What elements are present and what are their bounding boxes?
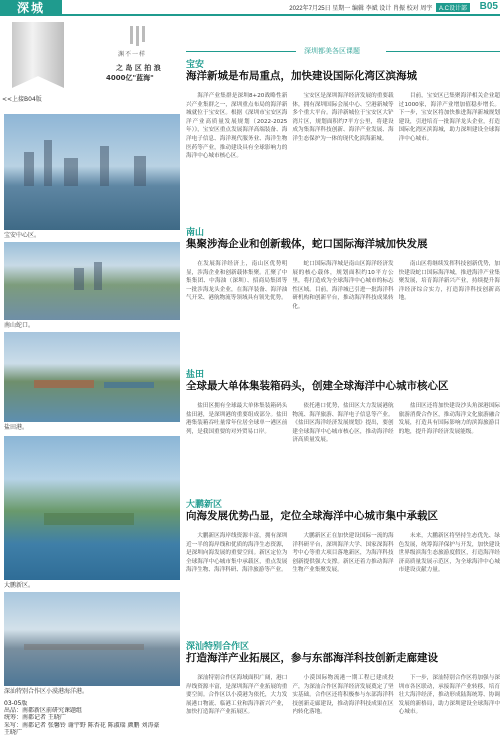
section-body	[186, 674, 500, 750]
section-body	[186, 260, 500, 366]
photo-caption: 深汕特别合作区小漠港海洋港。	[4, 688, 89, 695]
subhead	[186, 46, 500, 56]
subhead-rule-right	[386, 51, 500, 52]
ribbon-logo	[12, 22, 64, 88]
section-region: 盐田	[186, 370, 205, 380]
credits-line: 出品：南都新区前研究课题组	[4, 707, 83, 715]
photo-caption: 大鹏新区。	[4, 582, 35, 589]
section-title: 向海发展优势凸显，定位全球海洋中心城市集中承载区	[186, 510, 438, 522]
body-column: 宝安区是深圳海洋经济发展的重要载体，拥有深圳国际会展中心、空港新城等多个重大平台。海洋新城位于宝安区大铲湾片区，规划面积约7平方公里，将建设成为集海洋科技创新、海洋产业发展、海洋生态保护为一体的现代化滨海新城。	[292, 93, 394, 142]
body-column: 盐田区还将加快建设沙头角深港国际旅游消费合作区，推动海洋文化旅游融合发展，打造具有国际影响力的滨海旅游目的地，提升海洋经济发展能级。	[398, 403, 500, 435]
masthead-slogan: 渊不一样	[118, 51, 147, 58]
section-region: 大鹏新区	[186, 500, 223, 510]
body-column: 下一步，深汕特别合作区将加强与深圳市各区联动，承接海洋产业转移，培育壮大海洋经济，推动形成陆海统筹、协调发展的新格局，助力深圳建设全球海洋中心城市。	[398, 675, 500, 716]
credits-block	[4, 700, 184, 736]
body-column: 南山区将继续发挥科技创新优势，加快建设蛇口国际海洋城，推进海洋产业集聚发展，培育海洋新兴产业，持续提升海洋经济综合实力，打造海洋科技创新高地。	[398, 261, 500, 302]
section-body	[186, 92, 500, 236]
body-column: 大鹏新区正在加快建设国际一流的海洋科研平台，深圳海洋大学、国家深海科考中心等重大项目落地新区，为海洋科技创新提供强大支撑。新区还着力推动海洋生物产业集聚发展。	[292, 533, 394, 574]
section-title: 全球最大单体集装箱码头，创建全球海洋中心城市核心区	[186, 380, 449, 392]
subhead-rule-left	[186, 51, 296, 52]
body-column: 蛇口国际海洋城是南山区海洋经济发展的核心载体，规划面积约10平方公里，将打造成为全球海洋中心城市的标志性区域。目前，海洋城已引进一批海洋科研机构和创新平台，推动海洋科技成果转化。	[292, 261, 394, 310]
masthead-line-2: 4000亿"蓝海"	[106, 74, 154, 82]
section-nanshan	[186, 228, 500, 310]
body-column: 在发展海洋经济上，南山区优势明显，涉海企业和创新载体集聚。汇聚了中集集团、中海油（深圳）、招商局集团等一批涉海龙头企业，在海洋装备、海洋油气开采、港航物流等领域具有领先优势。	[186, 261, 288, 302]
section-region: 宝安	[186, 60, 205, 70]
body-column: 小漠国际物流港一期工程已建成投产，为深汕合作区海洋经济发展奠定了坚实基础。合作区还将积极参与东部海洋科技创新走廊建设，推动海洋科技成果在区内转化落地。	[292, 675, 394, 716]
credits-line: 王晓广	[4, 728, 23, 736]
section-baoan	[186, 60, 500, 160]
subhead-text: 深圳都美各区课题	[304, 47, 360, 55]
photo-caption: 盐田港。	[4, 424, 29, 431]
issue-info-text: 2022年7月25日 星期一 编辑 李斌 设计 肖振 校对 周宇	[289, 6, 433, 12]
stripes-logo	[128, 26, 150, 46]
credits-source: 03-05版	[4, 700, 28, 707]
masthead	[0, 16, 185, 103]
photo-dapeng	[4, 436, 180, 589]
continued-from-link[interactable]: <<上接B04版	[2, 96, 42, 103]
section-region: 深汕特别合作区	[186, 642, 250, 652]
masthead-line-1: 之 岛 区 拍 浪	[116, 64, 161, 72]
section-yantian	[186, 370, 500, 444]
left-column	[0, 16, 185, 750]
section-tab: 深城	[0, 0, 62, 16]
page-number: B05	[479, 1, 498, 12]
page-header	[0, 0, 500, 16]
body-column: 盐田区拥有全球最大单体集装箱码头盐田港，是深圳港的重要组成部分。盐田港集装箱吞吐量常年位居全球单一港区前列，是我国重要的对外贸易口岸。	[186, 403, 288, 435]
section-body	[186, 402, 500, 486]
credits-line: 统筹：南都记者 王晓广	[4, 714, 66, 722]
section-region: 南山	[186, 228, 205, 238]
section-title: 海洋新城是布局重点，加快建设国际化湾区滨海城	[186, 70, 417, 82]
credits-line: 采写：南都记者 张馨铃 谢宇野 陈杏花 陈淑瑞 颜鹏 刘涛豪	[4, 721, 160, 729]
body-column: 海洋产业集群是深圳8+20战略性新兴产业集群之一，深圳重点布局的海洋新城就位于宝安区。根据《深圳市宝安区海洋产业高质量发展规划（2022-2025年）》，宝安区重点发展海洋高端装备、海洋电子信息、海洋现代服务业、海洋生物医药等产业，推动建设具有全球影响力的海洋中心城市核心区。	[186, 93, 288, 160]
photo-caption: 宝安中心区。	[4, 232, 41, 239]
photo-shenshan	[4, 592, 180, 695]
editor-badge: A.C设计部	[436, 3, 470, 12]
main-column	[186, 16, 500, 750]
section-title: 打造海洋产业拓展区，参与东部海洋科技创新走廊建设	[186, 652, 438, 664]
section-body	[186, 532, 500, 626]
body-column: 深汕特别合作区海域面积广阔，港口岸线资源丰富，是深圳海洋产业拓展的重要空间。合作区以小漠港为依托，大力发展港口物流、临港工业和海洋新兴产业，加快打造海洋产业拓展区。	[186, 675, 288, 716]
body-column: 依托港口优势，盐田区大力发展港航物流、海洋旅游、海洋电子信息等产业。《盐田区海洋经济发展规划》提出，要创建全球海洋中心城市核心区，推动海洋经济高质量发展。	[292, 403, 394, 444]
photo-caption: 南山蛇口。	[4, 322, 35, 329]
photo-yantian	[4, 332, 180, 431]
body-column: 未来，大鹏新区将坚持生态优先、绿色发展，统筹海洋保护与开发，加快建设世界级滨海生态旅游度假区，打造海洋经济高质量发展示范区，为全球海洋中心城市建设贡献力量。	[398, 533, 500, 574]
section-dapeng	[186, 500, 500, 574]
photo-baoan	[4, 114, 180, 239]
body-column: 目前，宝安区已集聚海洋相关企业超过1000家，海洋产业增加值稳步增长。下一步，宝安区将加快推进海洋新城规划建设，引进培育一批海洋龙头企业，打造国际化湾区滨海城，助力深圳建设全球海洋中心城市。	[398, 93, 500, 142]
section-title: 集聚涉海企业和创新载体，蛇口国际海洋城加快发展	[186, 238, 428, 250]
section-shenshan	[186, 642, 500, 716]
photo-nanshan	[4, 242, 180, 329]
body-column: 大鹏新区海岸线资源丰富，拥有深圳近一半的海岸线和优质的海洋生态资源，是深圳向海发展的重要空间。新区定位为全球海洋中心城市集中承载区，重点发展海洋生物、海洋科研、海洋旅游等产业。	[186, 533, 288, 574]
issue-info	[289, 3, 470, 12]
